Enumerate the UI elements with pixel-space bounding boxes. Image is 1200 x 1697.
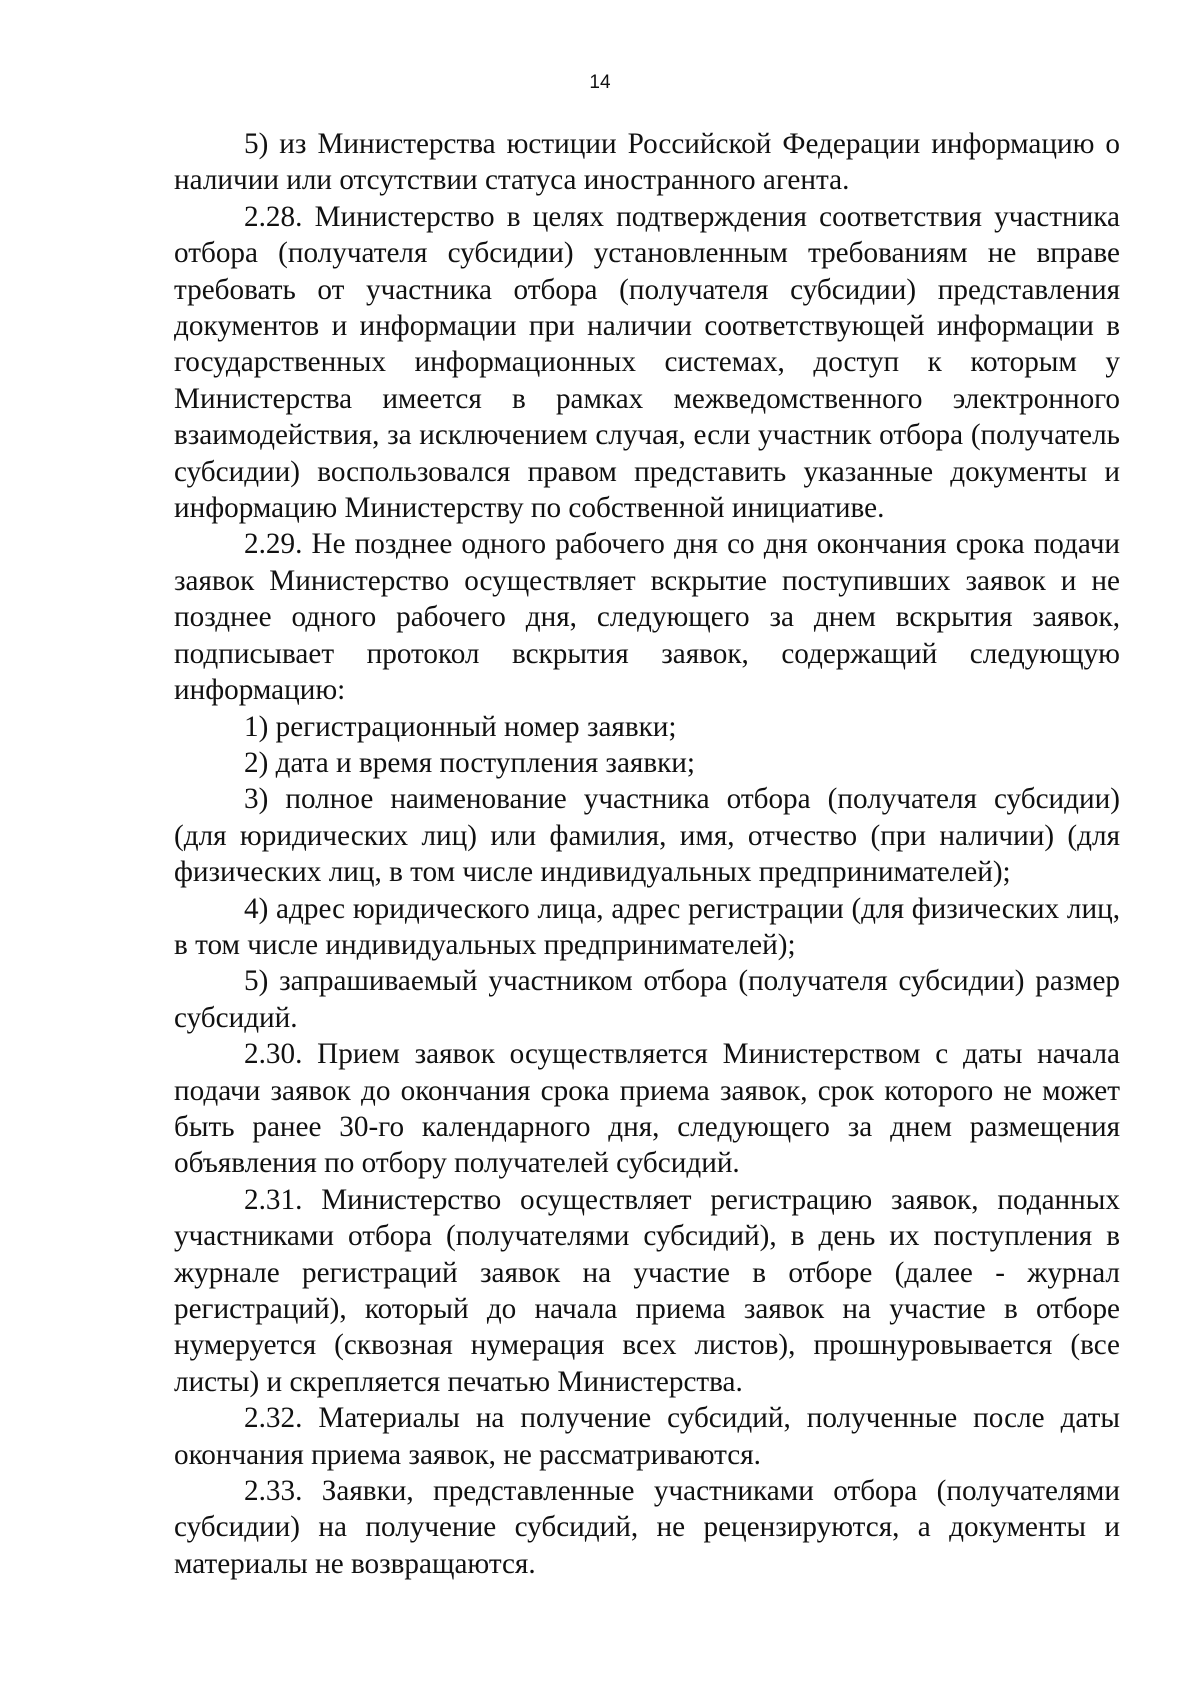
paragraph-2-29: 2.29. Не позднее одного рабочего дня со дня окончания срока подачи заявок Министерство осуществляет вскрытие поступивших заявок и не позднее одного рабочего дня, следующего за днем вскрытия заявок, подписывает протокол вскрытия заявок, содержащий следующую информацию: (174, 528, 1120, 707)
paragraph-2-33: 2.33. Заявки, представленные участниками отбора (получателями субсидии) на получение субсидий, не рецензируются, а документы и материалы не возвращаются. (174, 1475, 1120, 1580)
paragraph-2-32: 2.32. Материалы на получение субсидий, полученные после даты окончания приема заявок, не рассматриваются. (174, 1402, 1120, 1471)
list-item-3-participant-name: 3) полное наименование участника отбора (получателя субсидии) (для юридических лиц) или фамилия, имя, отчество (при наличии) (для физических лиц, в том числе индивидуальных предпринимателей); (174, 783, 1120, 889)
document-body (174, 126, 1120, 1582)
list-item-4-address: 4) адрес юридического лица, адрес регистрации (для физических лиц, в том числе индивидуальных предпринимателей); (174, 892, 1120, 961)
paragraph-item-5-foreign-agent: 5) из Министерства юстиции Российской Федерации информацию о наличии или отсутствии статуса иностранного агента. (174, 128, 1120, 197)
paragraph-2-28: 2.28. Министерство в целях подтверждения соответствия участника отбора (получателя субсидии) установленным требованиям не вправе требовать от участника отбора (получателя субсидии) представления документов и информации при наличии соответствующей информации в государственных информационных системах, доступ к которым у Министерства имеется в рамках межведомственного электронного взаимодействия, за исключением случая, если участник отбора (получатель субсидии) воспользовался правом представить указанные документы и информацию Министерству по собственной инициативе. (174, 200, 1120, 525)
paragraph-2-31: 2.31. Министерство осуществляет регистрацию заявок, поданных участниками отбора (получателями субсидий), в день их поступления в журнале регистраций заявок на участие в отборе (далее - журнал регистраций), который до начала приема заявок на участие в отборе нумеруется (сквозная нумерация всех листов), прошнуровывается (все листы) и скрепляется печатью Министерства. (174, 1183, 1120, 1398)
page-number: 14 (589, 72, 611, 93)
paragraph-2-30: 2.30. Прием заявок осуществляется Министерством с даты начала подачи заявок до окончания срока приема заявок, срок которого не может быть ранее 30-го календарного дня, следующего за днем размещения объявления по отбору получателей субсидий. (174, 1038, 1120, 1180)
list-item-2-date-time: 2) дата и время поступления заявки; (244, 746, 696, 779)
list-item-5-requested-amount: 5) запрашиваемый участником отбора (получателя субсидии) размер субсидий. (174, 965, 1120, 1034)
list-item-1-registration-number: 1) регистрационный номер заявки; (244, 710, 677, 743)
